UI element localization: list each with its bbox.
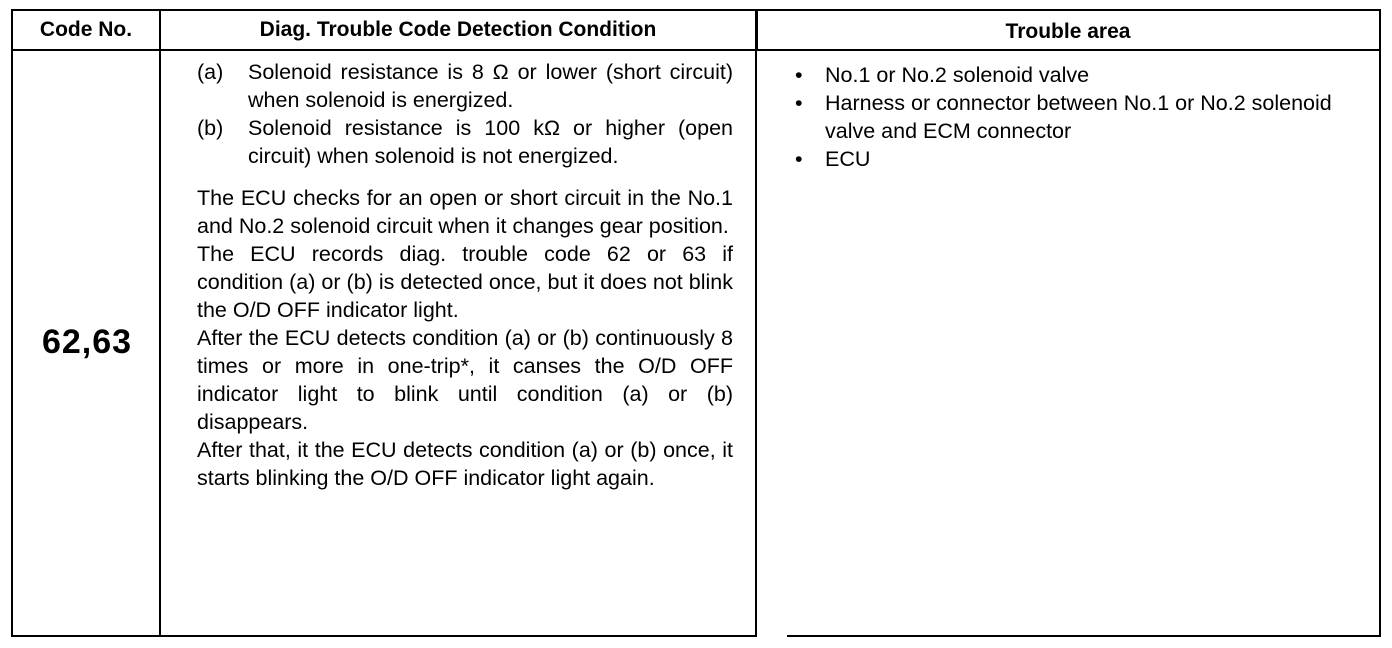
header-trouble-area: Trouble area [1005, 20, 1131, 43]
code-condition-table [11, 9, 757, 637]
description-paragraph: After that, it the ECU detects condition (a) or (b) once, it starts blinking the O/D OFF indicator light again. [197, 438, 733, 490]
bullet-icon: • [795, 147, 803, 171]
trouble-area-text: Harness or connector between No.1 or No.2 solenoid valve and ECM connector [825, 91, 1332, 143]
bullet-icon: • [795, 63, 803, 87]
description-paragraph: The ECU checks for an open or short circuit in the No.1 and No.2 solenoid circuit when it changes gear position. [197, 186, 733, 238]
condition-label: (b) [197, 116, 224, 140]
bottom-rule [787, 635, 1381, 637]
trouble-area-text: No.1 or No.2 solenoid valve [825, 63, 1090, 87]
bullet-icon: • [795, 91, 803, 115]
condition-item-b [197, 114, 733, 170]
list-item [795, 89, 1375, 145]
condition-cell [163, 51, 733, 635]
condition-text: Solenoid resistance is 100 kΩ or higher (open circuit) when solenoid is not energized. [248, 116, 733, 168]
description-paragraph: After the ECU detects condition (a) or (b) continuously 8 times or more in one-trip*, it canses the O/D OFF indicator light to blink until condition (a) or (b) disappears. [197, 326, 733, 434]
code-number: 62,63 [41, 322, 133, 361]
header-detection-condition: Diag. Trouble Code Detection Condition [259, 18, 657, 41]
trouble-area-list [795, 61, 1375, 173]
list-item [795, 145, 1375, 173]
condition-label: (a) [197, 60, 224, 84]
description-paragraph: The ECU records diag. trouble code 62 or 63 if condition (a) or (b) is detected once, but it does not blink the O/D OFF indicator light. [197, 242, 733, 322]
condition-text: Solenoid resistance is 8 Ω or lower (short circuit) when solenoid is energized. [248, 60, 733, 112]
header-code-no: Code No. [39, 18, 133, 41]
condition-description [197, 184, 733, 492]
trouble-area-table [757, 9, 1381, 637]
trouble-area-text: ECU [825, 147, 871, 171]
condition-item-a [197, 58, 733, 114]
list-item [795, 61, 1375, 89]
